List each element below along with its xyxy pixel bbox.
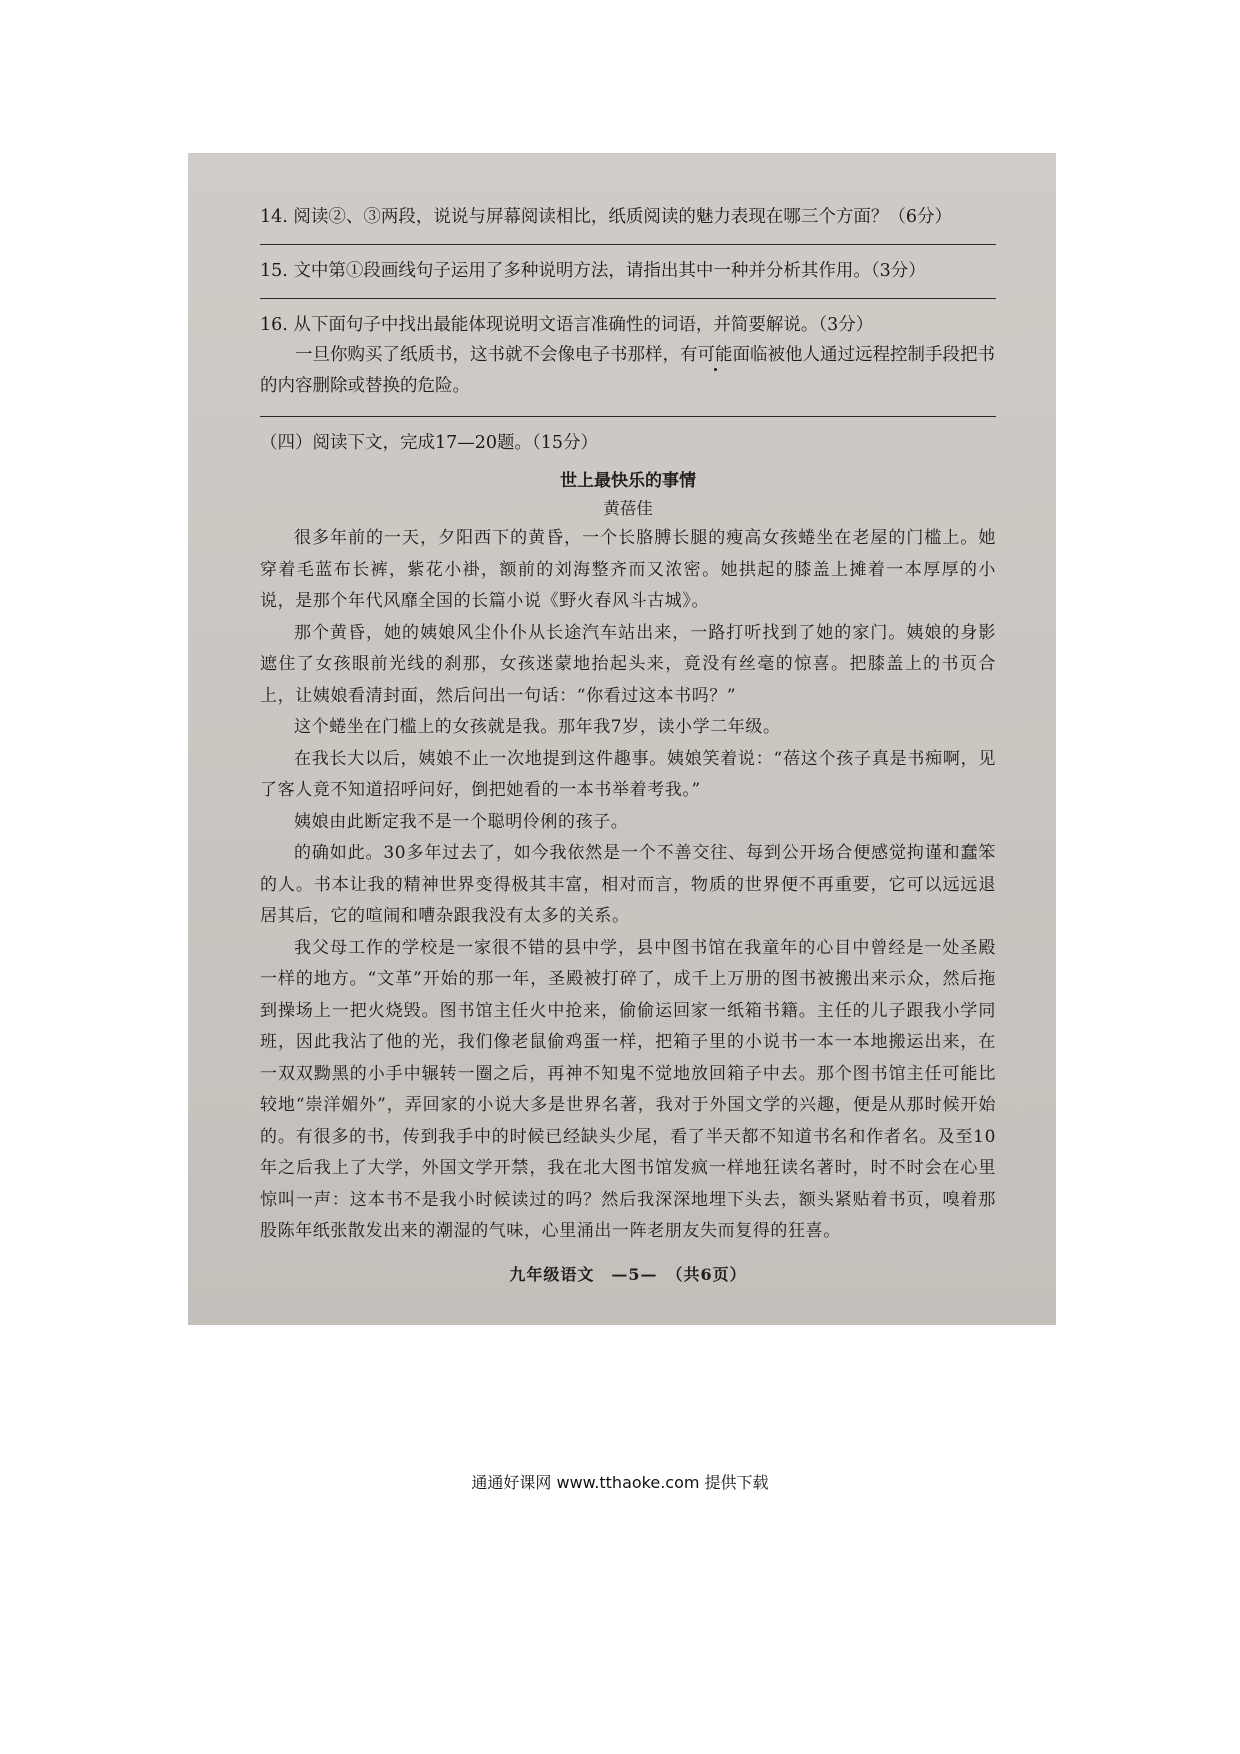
dotted-word: 可能 [697, 345, 733, 365]
page-number: 九年级语文 —5— （共6页） [509, 1264, 747, 1284]
site-footer: 通通好课网 www.tthaoke.com 提供下载 [471, 1473, 769, 1492]
article-title: 世上最快乐的事情 [560, 471, 696, 491]
question-16-quote [260, 340, 996, 402]
question-14: 14. 阅读②、③两段，说说与屏幕阅读相比，纸质阅读的魅力表现在哪三个方面？（6分） [260, 207, 953, 227]
question-15: 15. 文中第①段画线句子运用了多种说明方法，请指出其中一种并分析其作用。（3分） [260, 261, 926, 281]
quote-part-b: 面临被他人通过远程控制手段把书的内容删除或替换的危险。 [260, 345, 995, 396]
scanned-exam-page [188, 153, 1056, 1325]
article-paragraph: 很多年前的一天，夕阳西下的黄昏，一个长胳膊长腿的瘦高女孩蜷坐在老屋的门槛上。她穿着毛蓝布长裤，紫花小褂，额前的刘海整齐而又浓密。她拱起的膝盖上摊着一本厚厚的小说，是那个年代风靡全国的长篇小说《野火春风斗古城》。 [260, 528, 996, 611]
article-author: 黄蓓佳 [603, 499, 653, 518]
article-paragraph: 在我长大以后，姨娘不止一次地提到这件趣事。姨娘笑着说：“蓓这个孩子真是书痴啊，见了客人竟不知道招呼问好，倒把她看的一本书举着考我。” [260, 748, 996, 800]
article-paragraph: 的确如此。30多年过去了，如今我依然是一个不善交往、每到公开场合便感觉拘谨和蠢笨的人。书本让我的精神世界变得极其丰富，相对而言，物质的世界便不再重要，它可以远远退居其后，它的喧闹和嘈杂跟我没有太多的关系。 [260, 843, 996, 926]
quote-part-a: 一旦你购买了纸质书，这书就不会像电子书那样，有 [295, 345, 698, 365]
article-paragraph: 那个黄昏，她的姨娘风尘仆仆从长途汽车站出来，一路打听找到了她的家门。姨娘的身影遮住了女孩眼前光线的刹那，女孩迷蒙地抬起头来，竟没有丝毫的惊喜。把膝盖上的书页合上，让姨娘看清封面，然后问出一句话：“你看过这本书吗？” [260, 622, 996, 706]
answer-line-15 [260, 298, 996, 299]
article-paragraph: 这个蜷坐在门槛上的女孩就是我。那年我7岁，读小学二年级。 [294, 717, 781, 737]
answer-line-16 [260, 416, 996, 417]
answer-line-14 [260, 244, 996, 245]
section-heading: （四）阅读下文，完成17—20题。（15分） [260, 433, 599, 453]
article-paragraph: 姨娘由此断定我不是一个聪明伶俐的孩子。 [294, 811, 629, 832]
question-16: 16. 从下面句子中找出最能体现说明文语言准确性的词语，并简要解说。（3分） [260, 315, 874, 335]
article-paragraph: 我父母工作的学校是一家很不错的县中学，县中图书馆在我童年的心目中曾经是一处圣殿一样的地方。“文革”开始的那一年，圣殿被打碎了，成千上万册的图书被搬出来示众，然后拖到操场上一把火烧毁。图书馆主任火中抢来，偷偷运回家一纸箱书籍。主任的儿子跟我小学同班，因此我沾了他的光，我们像老鼠偷鸡蛋一样，把箱子里的小说书一本一本地搬运出来，在一双双黝黑的小手中辗转一圈之后，再神不知鬼不觉地放回箱子中去。那个图书馆主任可能比较地“崇洋媚外”，弄回家的小说大多是世界名著，我对于外国文学的兴趣，便是从那时候开始的。有很多的书，传到我手中的时候已经缺头少尾，看了半天都不知道书名和作者名。及至10年之后我上了大学，外国文学开禁，我在北大图书馆发疯一样地狂读名著时，时不时会在心里惊叫一声：这本书不是我小时候读过的吗？然后我深深地埋下头去，额头紧贴着书页，嗅着那股陈年纸张散发出来的潮湿的气味，心里涌出一阵老朋友失而复得的狂喜。 [260, 937, 996, 1241]
